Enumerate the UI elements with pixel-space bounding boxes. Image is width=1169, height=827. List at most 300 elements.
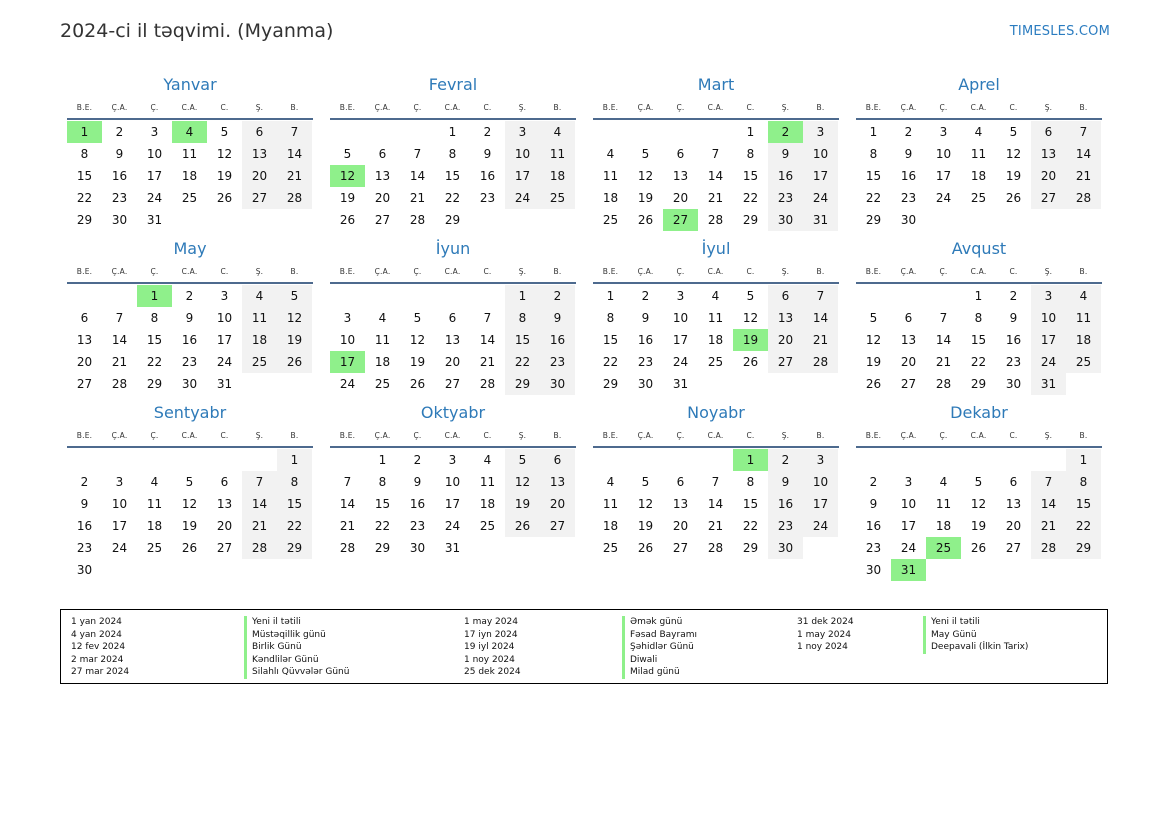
day-cell: 5 (869, 311, 878, 325)
day-cell: 28 (1066, 187, 1101, 209)
weekday-label: Ç.A. (374, 430, 391, 440)
empty-cell (856, 285, 891, 307)
day-cell: 14 (242, 493, 277, 515)
weekday-label: C. (220, 266, 229, 276)
empty-cell (102, 449, 137, 471)
day-cell: 15 (444, 169, 461, 183)
day-cell: 6 (676, 475, 685, 489)
holiday-name: Deepavali (İlkin Tarix) (923, 641, 1028, 654)
empty-cell (330, 449, 365, 471)
day-cell: 9 (185, 311, 194, 325)
day-cell: 3 (676, 289, 685, 303)
day-cell: 17 (935, 169, 952, 183)
day-cell: 30 (409, 541, 426, 555)
day-cell: 5 (277, 285, 312, 307)
day-cell: 16 (111, 169, 128, 183)
day-cell: 25 (374, 377, 391, 391)
day-grid (856, 285, 1102, 395)
day-cell: 12 (637, 169, 654, 183)
day-cell: 1 (378, 453, 387, 467)
day-cell: 25 (1066, 351, 1101, 373)
day-cell: 3 (904, 475, 913, 489)
weekday-label: B.E. (865, 102, 882, 112)
weekday-label: Ç. (150, 102, 159, 112)
day-cell: 5 (343, 147, 352, 161)
day-cell: 4 (483, 453, 492, 467)
weekday-label: Ç. (676, 430, 685, 440)
day-cell: 6 (904, 311, 913, 325)
day-cell: 30 (111, 213, 128, 227)
weekday-label: C.A. (707, 102, 724, 112)
day-cell: 18 (479, 497, 496, 511)
day-cell: 18 (970, 169, 987, 183)
weekday-label: C. (220, 430, 229, 440)
holiday-name: Kəndlilər Günü (244, 654, 349, 667)
weekday-label: C. (483, 430, 492, 440)
day-cell: 29 (374, 541, 391, 555)
empty-cell (102, 285, 137, 307)
holiday-date: 1 noy 2024 (464, 654, 515, 665)
day-cell: 8 (1066, 471, 1101, 493)
empty-cell (400, 121, 435, 143)
day-cell: 28 (277, 187, 312, 209)
day-grid (856, 449, 1102, 581)
day-cell: 18 (146, 519, 163, 533)
month-name: Dekabr (950, 403, 1008, 422)
day-grid (593, 121, 839, 231)
day-cell: 6 (242, 121, 277, 143)
day-cell: 28 (1031, 537, 1066, 559)
day-cell: 30 (768, 209, 803, 231)
day-cell: 13 (540, 471, 575, 493)
day-cell: 15 (76, 169, 93, 183)
day-cell: 20 (242, 165, 277, 187)
weekday-label: C.A. (970, 430, 987, 440)
month-name: İyun (435, 239, 471, 258)
day-cell: 23 (111, 191, 128, 205)
empty-cell (628, 121, 663, 143)
day-cell: 22 (1066, 515, 1101, 537)
day-cell: 26 (970, 541, 987, 555)
day-cell: 18 (540, 165, 575, 187)
month-7 (856, 238, 1102, 395)
day-cell: 10 (900, 497, 917, 511)
day-cell: 26 (277, 351, 312, 373)
weekday-label: C. (1009, 266, 1018, 276)
holiday-date: 25 dek 2024 (464, 667, 521, 677)
day-cell: 1 (606, 289, 615, 303)
day-cell: 26 (742, 355, 759, 369)
weekday-label: Ç.A. (637, 102, 654, 112)
day-cell: 27 (672, 541, 689, 555)
weekday-header (593, 424, 839, 448)
day-cell: 21 (111, 355, 128, 369)
holiday-name: Diwali (622, 654, 697, 667)
day-cell: 8 (746, 475, 755, 489)
weekday-label: Ç. (676, 266, 685, 276)
day-cell: 8 (80, 147, 89, 161)
holiday-day-cell: 2 (768, 121, 803, 143)
day-cell: 2 (904, 125, 913, 139)
weekday-label: Ş. (518, 266, 527, 276)
weekday-label: B.E. (76, 266, 93, 276)
empty-cell (400, 285, 435, 307)
day-cell: 7 (1031, 471, 1066, 493)
day-cell: 29 (146, 377, 163, 391)
day-cell: 11 (540, 143, 575, 165)
month-1 (330, 74, 576, 231)
weekday-label: Ç.A. (900, 430, 917, 440)
day-cell: 21 (803, 329, 838, 351)
day-cell: 28 (935, 377, 952, 391)
day-cell: 3 (343, 311, 352, 325)
day-cell: 29 (505, 373, 540, 395)
day-cell: 21 (277, 165, 312, 187)
day-cell: 3 (115, 475, 124, 489)
month-name: Oktyabr (420, 403, 486, 422)
day-cell: 20 (672, 191, 689, 205)
weekday-label: B.E. (865, 430, 882, 440)
weekday-label: Ç. (413, 102, 422, 112)
day-cell: 25 (479, 519, 496, 533)
day-cell: 17 (900, 519, 917, 533)
weekday-label: C.A. (444, 266, 461, 276)
weekday-header (856, 260, 1102, 284)
day-cell: 21 (707, 519, 724, 533)
holiday-date: 1 yan 2024 (71, 617, 122, 627)
day-cell: 30 (900, 213, 917, 227)
day-cell: 26 (409, 377, 426, 391)
day-cell: 14 (1066, 143, 1101, 165)
empty-cell (996, 449, 1031, 471)
day-cell: 20 (768, 329, 803, 351)
day-cell: 9 (768, 471, 803, 493)
empty-cell (663, 449, 698, 471)
weekday-label: Ç.A. (900, 102, 917, 112)
holiday-names-column (244, 616, 349, 679)
holiday-names-column (622, 616, 697, 679)
day-cell: 30 (865, 563, 882, 577)
weekday-header (330, 96, 576, 120)
day-cell: 15 (146, 333, 163, 347)
day-cell: 13 (900, 333, 917, 347)
day-cell: 13 (76, 333, 93, 347)
day-cell: 29 (602, 377, 619, 391)
weekday-label: Ç. (939, 102, 948, 112)
month-name: Mart (697, 75, 735, 94)
day-cell: 9 (115, 147, 124, 161)
day-cell: 13 (672, 169, 689, 183)
weekday-label: Ş. (518, 430, 527, 440)
day-cell: 14 (277, 143, 312, 165)
holiday-day-cell: 31 (891, 559, 926, 581)
day-cell: 25 (181, 191, 198, 205)
day-cell: 2 (641, 289, 650, 303)
empty-cell (593, 449, 628, 471)
day-cell: 26 (637, 541, 654, 555)
day-cell: 17 (146, 169, 163, 183)
day-cell: 28 (409, 213, 426, 227)
day-cell: 15 (1066, 493, 1101, 515)
weekday-label: B.E. (602, 102, 619, 112)
day-cell: 13 (374, 169, 391, 183)
day-cell: 22 (742, 519, 759, 533)
day-cell: 27 (1005, 541, 1022, 555)
day-cell: 3 (1031, 285, 1066, 307)
holiday-name: Birlik Günü (244, 641, 349, 654)
weekday-label: B. (290, 102, 299, 112)
day-cell: 3 (220, 289, 229, 303)
day-cell: 15 (505, 329, 540, 351)
weekday-label: Ç.A. (111, 266, 128, 276)
weekday-label: B.E. (602, 430, 619, 440)
day-cell: 19 (216, 169, 233, 183)
weekday-label: B.E. (76, 102, 93, 112)
weekday-label: Ç.A. (374, 266, 391, 276)
holiday-day-cell: 12 (330, 165, 365, 187)
day-cell: 8 (746, 147, 755, 161)
day-cell: 9 (641, 311, 650, 325)
weekday-label: C.A. (707, 430, 724, 440)
holiday-name: May Günü (923, 629, 1028, 642)
day-cell: 25 (707, 355, 724, 369)
day-cell: 4 (1066, 285, 1101, 307)
holiday-date: 1 noy 2024 (797, 642, 848, 652)
day-cell: 21 (935, 355, 952, 369)
day-cell: 30 (1005, 377, 1022, 391)
day-cell: 4 (711, 289, 720, 303)
month-name: Avqust (951, 239, 1007, 258)
weekday-label: Ş. (1044, 102, 1053, 112)
day-cell: 18 (1066, 329, 1101, 351)
day-cell: 1 (974, 289, 983, 303)
day-cell: 13 (216, 497, 233, 511)
day-cell: 22 (444, 191, 461, 205)
day-cell: 4 (939, 475, 948, 489)
day-cell: 16 (1005, 333, 1022, 347)
day-cell: 7 (711, 147, 720, 161)
weekday-label: Ç. (150, 430, 159, 440)
empty-cell (891, 285, 926, 307)
day-cell: 2 (1009, 289, 1018, 303)
day-cell: 18 (707, 333, 724, 347)
day-cell: 18 (242, 329, 277, 351)
day-cell: 21 (409, 191, 426, 205)
day-cell: 12 (409, 333, 426, 347)
weekday-label: C.A. (444, 430, 461, 440)
holiday-name: Silahlı Qüvvələr Günü (244, 666, 349, 679)
day-cell: 19 (1005, 169, 1022, 183)
weekday-label: Ş. (255, 102, 264, 112)
day-cell: 30 (76, 563, 93, 577)
day-cell: 2 (483, 125, 492, 139)
weekday-header (67, 96, 313, 120)
weekday-label: C. (1009, 102, 1018, 112)
day-cell: 19 (505, 493, 540, 515)
day-cell: 8 (277, 471, 312, 493)
empty-cell (698, 449, 733, 471)
month-3 (856, 74, 1102, 231)
weekday-label: B. (816, 430, 825, 440)
day-cell: 9 (768, 143, 803, 165)
month-name: Fevral (428, 75, 478, 94)
weekday-label: C. (1009, 430, 1018, 440)
holiday-name: Yeni il tətili (923, 616, 1028, 629)
day-cell: 17 (803, 493, 838, 515)
empty-cell (698, 121, 733, 143)
day-grid (856, 121, 1102, 231)
weekday-header (856, 424, 1102, 448)
weekday-label: Ş. (781, 102, 790, 112)
day-cell: 24 (672, 355, 689, 369)
day-cell: 19 (277, 329, 312, 351)
day-cell: 2 (540, 285, 575, 307)
holiday-date: 31 dek 2024 (797, 617, 854, 627)
day-cell: 17 (111, 519, 128, 533)
weekday-label: C.A. (707, 266, 724, 276)
day-cell: 6 (540, 449, 575, 471)
day-cell: 20 (216, 519, 233, 533)
day-cell: 13 (444, 333, 461, 347)
day-cell: 8 (606, 311, 615, 325)
day-cell: 24 (505, 187, 540, 209)
empty-cell (856, 449, 891, 471)
empty-cell (628, 449, 663, 471)
holiday-dates-column (464, 616, 521, 679)
day-cell: 16 (768, 493, 803, 515)
day-cell: 10 (935, 147, 952, 161)
day-cell: 6 (1031, 121, 1066, 143)
day-cell: 27 (540, 515, 575, 537)
weekday-header (593, 260, 839, 284)
day-cell: 11 (970, 147, 987, 161)
holiday-day-cell: 1 (67, 121, 102, 143)
day-cell: 30 (768, 537, 803, 559)
weekday-header (330, 424, 576, 448)
weekday-label: B.E. (339, 266, 356, 276)
weekday-label: C.A. (181, 266, 198, 276)
weekday-label: Ç. (413, 430, 422, 440)
day-cell: 28 (242, 537, 277, 559)
day-cell: 26 (1005, 191, 1022, 205)
day-cell: 27 (444, 377, 461, 391)
day-cell: 7 (413, 147, 422, 161)
day-cell: 31 (444, 541, 461, 555)
day-cell: 29 (76, 213, 93, 227)
day-cell: 25 (970, 191, 987, 205)
month-11 (856, 402, 1102, 581)
day-cell: 12 (742, 311, 759, 325)
day-cell: 24 (803, 515, 838, 537)
day-cell: 19 (409, 355, 426, 369)
day-cell: 10 (672, 311, 689, 325)
empty-cell (172, 449, 207, 471)
day-cell: 18 (602, 191, 619, 205)
day-cell: 25 (602, 213, 619, 227)
weekday-label: B.E. (865, 266, 882, 276)
day-cell: 30 (181, 377, 198, 391)
site-link[interactable]: TIMESLES.COM (1009, 24, 1110, 39)
weekday-header (67, 260, 313, 284)
day-cell: 14 (479, 333, 496, 347)
day-cell: 22 (76, 191, 93, 205)
day-cell: 10 (444, 475, 461, 489)
day-cell: 31 (672, 377, 689, 391)
holiday-list (60, 609, 1108, 684)
weekday-label: Ç.A. (111, 430, 128, 440)
day-cell: 4 (242, 285, 277, 307)
day-grid (330, 285, 576, 395)
day-cell: 24 (1031, 351, 1066, 373)
day-cell: 24 (900, 541, 917, 555)
holiday-name: Əmək günü (622, 616, 697, 629)
day-cell: 5 (185, 475, 194, 489)
day-cell: 7 (1066, 121, 1101, 143)
day-cell: 23 (865, 541, 882, 555)
day-cell: 6 (1009, 475, 1018, 489)
weekday-label: B. (553, 266, 562, 276)
day-cell: 24 (111, 541, 128, 555)
day-cell: 4 (150, 475, 159, 489)
day-cell: 14 (111, 333, 128, 347)
month-2 (593, 74, 839, 231)
day-cell: 11 (935, 497, 952, 511)
day-cell: 10 (111, 497, 128, 511)
day-cell: 16 (637, 333, 654, 347)
day-cell: 13 (672, 497, 689, 511)
day-cell: 27 (374, 213, 391, 227)
month-name: Sentyabr (153, 403, 227, 422)
day-cell: 4 (974, 125, 983, 139)
empty-cell (242, 449, 277, 471)
day-cell: 21 (1031, 515, 1066, 537)
day-cell: 19 (637, 191, 654, 205)
holiday-date: 19 iyl 2024 (464, 642, 515, 652)
day-grid (67, 121, 313, 231)
day-cell: 16 (181, 333, 198, 347)
weekday-label: Ş. (518, 102, 527, 112)
day-cell: 19 (865, 355, 882, 369)
day-cell: 3 (448, 453, 457, 467)
day-cell: 14 (935, 333, 952, 347)
month-name: Yanvar (163, 75, 217, 94)
weekday-label: B. (553, 102, 562, 112)
day-cell: 29 (277, 537, 312, 559)
day-cell: 7 (343, 475, 352, 489)
day-grid (330, 449, 576, 559)
day-cell: 19 (970, 519, 987, 533)
day-cell: 10 (505, 143, 540, 165)
day-cell: 2 (768, 449, 803, 471)
day-cell: 28 (111, 377, 128, 391)
day-cell: 31 (216, 377, 233, 391)
day-cell: 26 (181, 541, 198, 555)
day-cell: 7 (242, 471, 277, 493)
day-cell: 1 (505, 285, 540, 307)
day-cell: 11 (479, 475, 496, 489)
empty-cell (1031, 449, 1066, 471)
empty-cell (593, 121, 628, 143)
empty-cell (365, 285, 400, 307)
day-cell: 14 (707, 169, 724, 183)
holiday-date: 4 yan 2024 (71, 629, 122, 640)
day-cell: 23 (637, 355, 654, 369)
month-8 (67, 402, 313, 581)
weekday-label: B.E. (602, 266, 619, 276)
weekday-header (330, 260, 576, 284)
month-name: May (173, 239, 207, 258)
day-cell: 14 (409, 169, 426, 183)
